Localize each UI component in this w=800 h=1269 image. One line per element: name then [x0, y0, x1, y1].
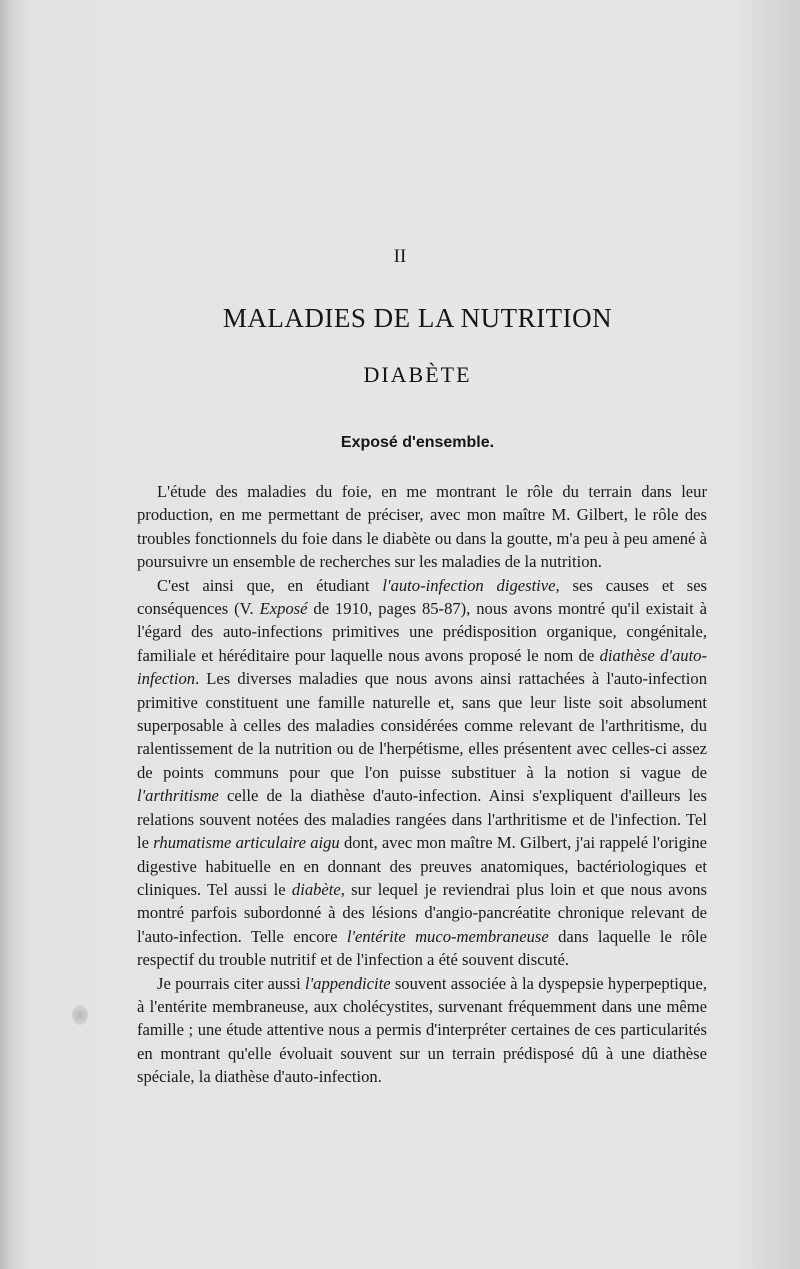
chapter-subtitle: DIABÈTE — [363, 362, 472, 387]
paper-stain — [72, 1005, 88, 1025]
italic-text-run: diathèse d'auto-infection — [137, 645, 708, 689]
text-run: dans laquelle le rôle respectif du trouble nutritif et de l'infection a été souvent discuté. — [137, 926, 707, 970]
paragraph — [137, 972, 707, 1089]
italic-text-run: l'entérite muco-membraneuse — [346, 926, 549, 946]
chapter-title: MALADIES DE LA NUTRITION — [222, 303, 613, 333]
text-run: de 1910, pages 85-87), nous avons montré qu'il existait à l'égard des auto-infections primitives une prédisposition organique, congénitale, familiale et héréditaire pour laquelle nous avons proposé le nom de — [137, 599, 707, 665]
section-heading: Exposé d'ensemble. — [340, 434, 495, 451]
text-run: , sur lequel je reviendrai plus loin et que nous avons montré parfois subordonné à des lésions d'angio-pancréatite chronique relevant de l'auto-infection. Telle encore — [137, 879, 707, 946]
text-run: celle de la diathèse d'auto-infection. Ainsi s'expliquent d'ailleurs les relations souvent notées des maladies rangées dans l'arthritisme et de l'infection. Tel le — [137, 786, 707, 853]
italic-text-run: l'appendicite — [304, 973, 391, 993]
text-run: , ses causes et ses conséquences (V. — [137, 575, 708, 619]
italic-text-run: diabète — [291, 879, 341, 899]
section-number: II — [393, 246, 407, 267]
italic-text-run: rhumatisme articulaire aigu — [153, 833, 340, 853]
text-run: C'est ainsi que, en étudiant — [157, 575, 383, 595]
text-run: dont, avec mon maître M. Gilbert, j'ai rappelé l'origine digestive habituelle en en donnant des preuves anatomiques, bactériologiques et cliniques. Tel aussi le — [137, 833, 708, 899]
text-run: Je pourrais citer aussi — [157, 973, 305, 993]
italic-text-run: l'arthritisme — [137, 786, 219, 806]
text-run: . Les diverses maladies que nous avons ainsi rattachées à l'auto-infection primitive constituent une famille naturelle et, sans que leur liste soit absolument superposable à celles des maladies considérées comme relevant de l'arthritisme, du ralentissement de la nutrition ou de l'herpétisme, elles présentent avec celles-ci assez de points communs pour que l'on puisse substituer à la notion si vague de — [137, 669, 707, 782]
paragraph — [137, 480, 707, 574]
text-run: souvent associée à la dyspepsie hyperpeptique, à l'entérite membraneuse, aux cholécystites, survenant fréquemment dans une même famille ; une étude attentive nous a permis d'interpréter certaines de ces particularités en montrant qu'elle évoluait souvent sur un terrain prédisposé dû à une diathèse spéciale, la diathèse d'auto-infection. — [137, 973, 707, 1087]
italic-text-run: Exposé — [259, 599, 308, 619]
body-text — [137, 480, 707, 1089]
italic-text-run: l'auto-infection digestive — [382, 575, 556, 595]
paragraph — [137, 574, 707, 972]
text-run: L'étude des maladies du foie, en me montrant le rôle du terrain dans leur production, en me permettant de préciser, avec mon maître M. Gilbert, le rôle des troubles fonctionnels du foie dans le diabète ou dans la goutte, m'a peu à peu amené à poursuivre un ensemble de recherches sur les maladies de la nutrition. — [137, 482, 707, 572]
